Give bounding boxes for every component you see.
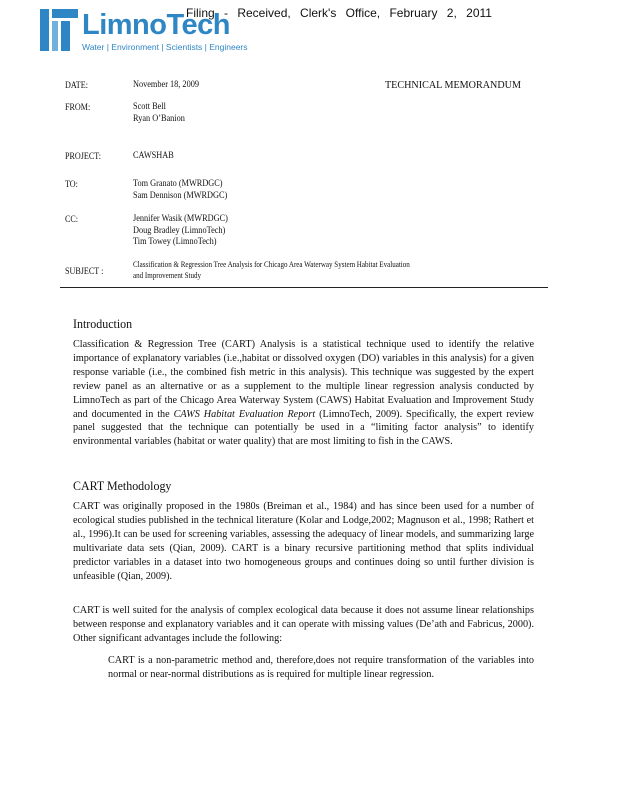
cc-label: CC:	[65, 214, 79, 224]
introduction-heading: Introduction	[73, 316, 133, 331]
cc-line: Jennifer Wasik (MWRDGC)	[133, 213, 228, 223]
subject-label: SUBJECT :	[65, 266, 104, 276]
cc-line: Doug Bradley (LimnoTech)	[133, 224, 226, 235]
header-divider	[60, 287, 548, 288]
cc-line: Tim Towey (LimnoTech)	[133, 236, 217, 246]
project-value: CAWSHAB	[133, 150, 174, 160]
from-line: Scott Bell	[133, 101, 166, 111]
date-label: DATE:	[65, 80, 88, 90]
filing-stamp: Filing - Received, Clerk's Office, February 2, 2011	[186, 6, 492, 20]
subject-line: Classification & Regression Tree Analysis for Chicago Area Waterway System Habitat Evaluation	[133, 260, 410, 269]
bullet-item: CART is a non-parametric method and, therefore,does not require transformation of the variables into normal or near-normal distributions as is required for multiple linear regression.	[108, 655, 534, 680]
introduction-paragraph	[73, 338, 534, 449]
cc-values	[133, 213, 228, 248]
date-value: November 18, 2009	[133, 79, 200, 89]
to-line: Tom Granato (MWRDGC)	[133, 178, 223, 188]
subject-line: and Improvement Study	[133, 271, 202, 280]
from-line: Ryan O’Banion	[133, 112, 185, 123]
project-label: PROJECT:	[65, 151, 102, 161]
to-label: TO:	[65, 179, 78, 189]
methodology-paragraph-1: CART was originally proposed in the 1980s (Breiman et al., 1984) and has since been used for a number of ecological studies published in the technical literature (Kolar and Lodge,2002; Magnuson et al., 1998; Rathert et al., 1996).It can be used for screening variables, assessing the adequacy of linear models, and summarizing large multivariate data sets (Qian, 2009). CART is a binary recursive partitioning method that splits individual predictor variables in a dataset into two homogeneous groups and continues doing so until further division is unfeasible (Qian, 2009).	[73, 501, 534, 582]
to-line: Sam Dennison (MWRDGC)	[133, 189, 228, 200]
logo-tagline: Water | Environment | Scientists | Engineers	[82, 42, 248, 52]
from-values	[133, 101, 185, 124]
from-label: FROM:	[65, 102, 91, 112]
intro-text-part2: (LimnoTech, 2009). Specifically, the expert review panel suggested that the technique can potentially be used in a “limiting factor analysis” to identify environmental variables (habitat or water quality) that are most limiting to fish in the CAWS.	[73, 408, 535, 448]
methodology-paragraph-2: CART is well suited for the analysis of complex ecological data because it does not assume linear relationships between response and explanatory variables and it can operate with missing values (De’ath and Fabricus, 2000). Other significant advantages include the following:	[73, 605, 534, 644]
limnotech-logo-icon	[40, 9, 78, 51]
intro-text-part1: Classification & Regression Tree (CART) Analysis is a statistical technique used to identify the relative importance of explanatory variables (i.e.,habitat or dissolved oxygen (DO) variables in this analysis) for a given response variable (i.e., the combined fish metric in this analysis). This technique was suggested by the expert review panel as an alternative or as a supplement to the multiple linear regression analysis conducted by LimnoTech as part of the Chicago Area Waterway System (CAWS) Habitat Evaluation and Improvement Study and documented in the	[73, 339, 534, 420]
logo-name: LimnoTech	[82, 9, 231, 41]
to-values	[133, 178, 227, 201]
cart-methodology-heading: CART Methodology	[73, 478, 172, 493]
memo-type: TECHNICAL MEMORANDUM	[385, 79, 521, 91]
subject-value	[133, 259, 410, 281]
report-title: CAWS Habitat Evaluation Report	[173, 408, 316, 420]
